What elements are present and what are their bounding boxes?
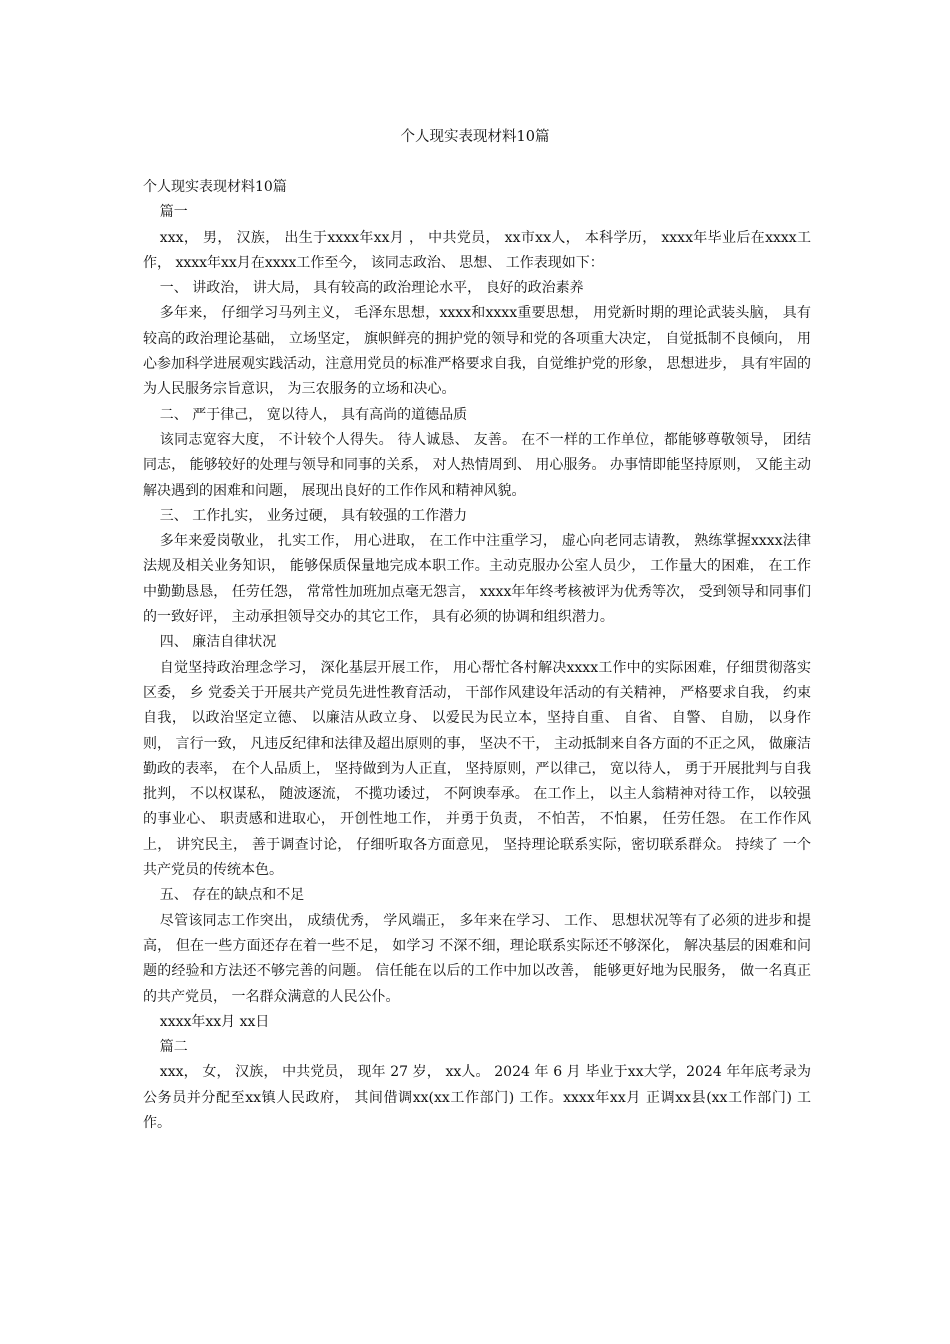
section-one-heading-2: 二、 严于律己， 宽以待人， 具有高尚的道德品质 [159, 406, 468, 423]
section-two-intro: xxx， 女， 汉族， 中共党员， 现年 27 岁， xx人。 2024 年 6 月 毕业于xx大学，2024 年年底考录为公务员并分配至xx镇人民政府， 其间借调xx(xx工作部门) 工作。xxxx年xx月 正调xx县(xx工作部门) 工作。 [143, 1064, 811, 1131]
section-one-intro: xxx， 男， 汉族， 出生于xxxx年xx月 ， 中共党员， xx市xx人， 本科学历， xxxx年毕业后在xxxx工作， xxxx年xx月在xxxx工作至今， 该同志政治、 思想、 工作表现如下： [143, 229, 811, 271]
page-title: 个人现实表现材料10篇 [400, 129, 550, 145]
document-subtitle: 个人现实表现材料10篇 [143, 179, 287, 195]
section-one-heading-1: 一、 讲政治， 讲大局， 具有较高的政治理论水平， 良好的政治素养 [159, 280, 584, 297]
section-one-paragraph-4: 自觉坚持政治理念学习， 深化基层开展工作， 用心帮忙各村解决xxxx工作中的实际困难，仔细贯彻落实区委， 乡 党委关于开展共产党员先进性教育活动， 干部作风建设年活动的有关精神， 严格要求自我， 约束自我， 以政治坚定立德、 以廉洁从政立身、 以爱民为民立本，坚持自重、 自省、 自警、 自励， 以身作则， 言行一致， 凡违反纪律和法律及超出原则的事， 坚决不干， 主动抵制来自各方面的不正之风， 做廉洁勤政的表率， 在个人品质上， 坚持做到为人正直， 坚持原则，严以律己， 宽以待人， 勇于开展批判与自我批判， 不以权谋私， 随波逐流， 不揽功诿过， 不阿谀奉承。 在工作上， 以主人翁精神对待工作， 以较强的事业心、 职责感和进取心， 开创性地工作， 并勇于负责， 不怕苦， 不怕累， 任劳任怨。 在工作作风上， 讲究民主， 善于调查讨论， 仔细听取各方面意见， 坚持理论联系实际，密切联系群众。 持续了 一个共产党员的传统本色。 [143, 659, 811, 879]
section-one-paragraph-3: 多年来爱岗敬业， 扎实工作， 用心进取， 在工作中注重学习， 虚心向老同志请教， 熟练掌握xxxx法律法规及相关业务知识， 能够保质保量地完成本职工作。主动克服办公室人员少， 工作量大的困难， 在工作中勤勤恳恳， 任劳任怨， 常常性加班加点毫无怨言， xxxx年年终考核被评为优秀等次， 受到领导和同事们的一致好评， 主动承担领导交办的其它工作， 具有必须的协调和组织潜力。 [143, 533, 811, 626]
section-one-label: 篇一 [159, 204, 188, 221]
section-one-paragraph-1: 多年来， 仔细学习马列主义， 毛泽东思想，xxxx和xxxx重要思想， 用党新时期的理论武装头脑， 具有较高的政治理论基础， 立场坚定， 旗帜鲜亮的拥护党的领导和党的各项重大决定， 自觉抵制不良倾向， 用心参加科学进展观实践活动，注意用党员的标准严格要求自我，自觉维护党的形象， 思想进步， 具有牢固的为人民服务宗旨意识， 为三农服务的立场和决心。 [143, 305, 811, 398]
section-one-date: xxxx年xx月 xx日 [159, 1013, 270, 1030]
section-one-paragraph-2: 该同志宽容大度， 不计较个人得失。 待人诚恳、 友善。 在不一样的工作单位，都能够尊敬领导， 团结同志， 能够较好的处理与领导和同事的关系， 对人热情周到、 用心服务。 办事情即能坚持原则， 又能主动解决遇到的困难和问题， 展现出良好的工作作风和精神风貌。 [143, 431, 811, 499]
document-body [143, 175, 811, 1136]
section-one-paragraph-5: 尽管该同志工作突出， 成绩优秀， 学风端正， 多年来在学习、 工作、 思想状况等有了必须的进步和提高， 但在一些方面还存在着一些不足， 如学习 不深不细，理论联系实际还不够深化， 解决基层的困难和问题的经验和方法还不够完善的问题。 信任能在以后的工作中加以改善， 能够更好地为民服务， 做一名真正的共产党员， 一名群众满意的人民公仆。 [143, 912, 811, 1005]
section-one-heading-3: 三、 工作扎实， 业务过硬， 具有较强的工作潜力 [159, 507, 468, 524]
section-one-heading-4: 四、 廉洁自律状况 [159, 634, 277, 651]
section-two-label: 篇二 [159, 1039, 188, 1056]
section-one-heading-5: 五、 存在的缺点和不足 [159, 887, 305, 904]
